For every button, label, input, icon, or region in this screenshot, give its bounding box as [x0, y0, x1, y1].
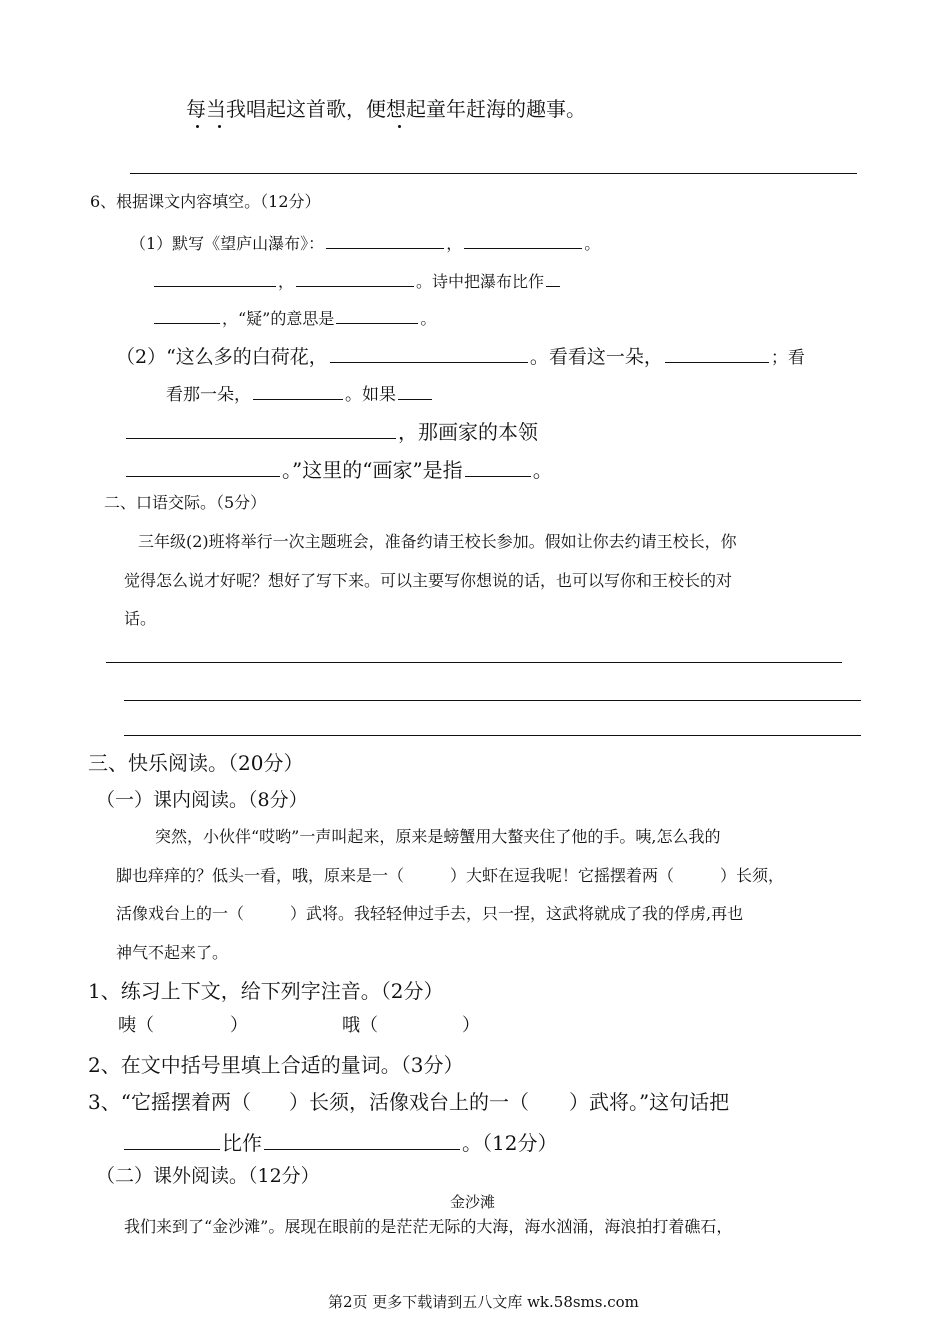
passage-line	[116, 906, 743, 922]
q3-text: 3、“它摇摆着两（	[88, 1090, 251, 1114]
section2-paragraph-line: 觉得怎么说才好呢？想好了写下来。可以主要写你想说的话，也可以写你和王校长的对	[124, 571, 733, 590]
passage-text: 活像戏台上的一（	[116, 904, 245, 923]
punct: 。	[532, 458, 553, 482]
q6-text: ；看	[770, 348, 805, 368]
answer-line[interactable]	[124, 700, 861, 701]
q6-text: （2）“这么多的白荷花，	[116, 346, 328, 368]
blank[interactable]	[264, 1129, 460, 1150]
question-3	[88, 1092, 729, 1112]
q6-part2-line1	[116, 343, 805, 367]
blank[interactable]	[546, 270, 560, 287]
q3-text: 比作	[222, 1131, 262, 1155]
emphasis-dot	[398, 125, 401, 128]
q6-text: 。诗中把瀑布比作	[416, 272, 545, 291]
passage-line: 神气不起来了。	[116, 943, 229, 962]
blank[interactable]	[126, 418, 396, 439]
question-2: 2、在文中括号里填上合适的量词。（3分）	[88, 1053, 464, 1077]
blank[interactable]	[465, 456, 531, 477]
q3-text: 。（12分）	[462, 1131, 558, 1155]
blank[interactable]	[665, 343, 769, 363]
q6-text: 。如果	[345, 385, 396, 405]
q6-text: 。”这里的“画家”是指	[282, 458, 463, 482]
blank[interactable]	[330, 343, 528, 363]
passage-text: ）武将。我轻轻伸过手去，只一捏，这武将就成了我的俘虏,再也	[290, 904, 744, 923]
story-line: 我们来到了“金沙滩”。展现在眼前的是茫茫无际的大海，海水汹涌，海浪拍打着礁石，	[124, 1217, 733, 1236]
passage-line: 突然，小伙伴“哎哟”一声叫起来，原来是螃蟹用大螯夹住了他的手。咦,怎么我的	[155, 827, 721, 846]
pinyin-char: 哦（	[342, 1015, 378, 1036]
pinyin-item	[118, 1017, 248, 1035]
emphasis-dot	[196, 125, 199, 128]
pinyin-char: 咦（	[118, 1015, 154, 1036]
page-footer: 第2页 更多下载请到五八文库 wk.58sms.com	[328, 1293, 639, 1311]
blank[interactable]	[464, 232, 582, 249]
q6-text: 。看看这一朵，	[529, 346, 663, 368]
punct: ，	[278, 272, 295, 291]
question-1: 1、练习上下文，给下列字注音。（2分）	[88, 979, 444, 1003]
blank[interactable]	[124, 1129, 220, 1150]
answer-line[interactable]	[130, 173, 857, 174]
q6-part2-line3	[124, 418, 538, 442]
blank[interactable]	[154, 270, 276, 287]
passage-text: 脚也痒痒的？低头一看，哦，原来是一（	[116, 866, 405, 885]
section2-paragraph-line: 三年级(2)班将举行一次主题班会，准备约请王校长参加。假如让你去约请王校长，你	[138, 532, 737, 551]
q6-part2-line2	[166, 382, 434, 404]
answer-line[interactable]	[124, 735, 861, 736]
punct: ，	[446, 234, 463, 253]
section2-title: 二、口语交际。（5分）	[104, 493, 267, 512]
punct: ）	[462, 1015, 480, 1036]
blank[interactable]	[296, 270, 414, 287]
blank[interactable]	[398, 382, 432, 400]
pinyin-item	[342, 1017, 480, 1035]
answer-line[interactable]	[106, 662, 842, 663]
passage-text: ）大虾在逗我呢！它摇摆着两（	[450, 866, 675, 885]
q6-part2-line4	[124, 456, 553, 480]
blank[interactable]	[336, 307, 418, 324]
punct: 。	[420, 309, 437, 328]
q6-part1-line2	[152, 270, 562, 290]
blank[interactable]	[154, 307, 220, 324]
story-title: 金沙滩	[450, 1193, 496, 1211]
q6-part1-line1	[130, 232, 600, 252]
q6-text: ，那画家的本领	[398, 420, 538, 444]
punct: 。	[584, 234, 601, 253]
q6-title: 6、根据课文内容填空。（12分）	[90, 192, 321, 211]
section3-subtitle-in-class: （一）课内阅读。（8分）	[96, 789, 308, 811]
passage-line	[116, 868, 784, 884]
q3-text: ）长须，活像戏台上的一（	[288, 1090, 529, 1114]
section3-title: 三、快乐阅读。（20分）	[88, 751, 304, 775]
section2-paragraph-line: 话。	[124, 609, 157, 628]
q6-part1-line3	[152, 307, 436, 327]
blank[interactable]	[126, 456, 280, 477]
emphasis-dot	[218, 125, 221, 128]
q6-text: ，“疑”的意思是	[222, 309, 335, 328]
blank[interactable]	[326, 232, 444, 249]
q6-text: 看那一朵，	[166, 385, 251, 405]
blank[interactable]	[253, 382, 343, 400]
punct: ）	[230, 1015, 248, 1036]
example-sentence: 每当我唱起这首歌，便想起童年赶海的趣事。	[186, 97, 586, 121]
question-3-line2	[122, 1129, 557, 1153]
passage-text: ）长须，	[720, 866, 785, 885]
q6-part1-label: （1）默写《望庐山瀑布》：	[130, 234, 325, 253]
q3-text: ）武将。”这句话把	[568, 1090, 730, 1114]
section3-subtitle-extra: （二）课外阅读。（12分）	[96, 1165, 320, 1187]
